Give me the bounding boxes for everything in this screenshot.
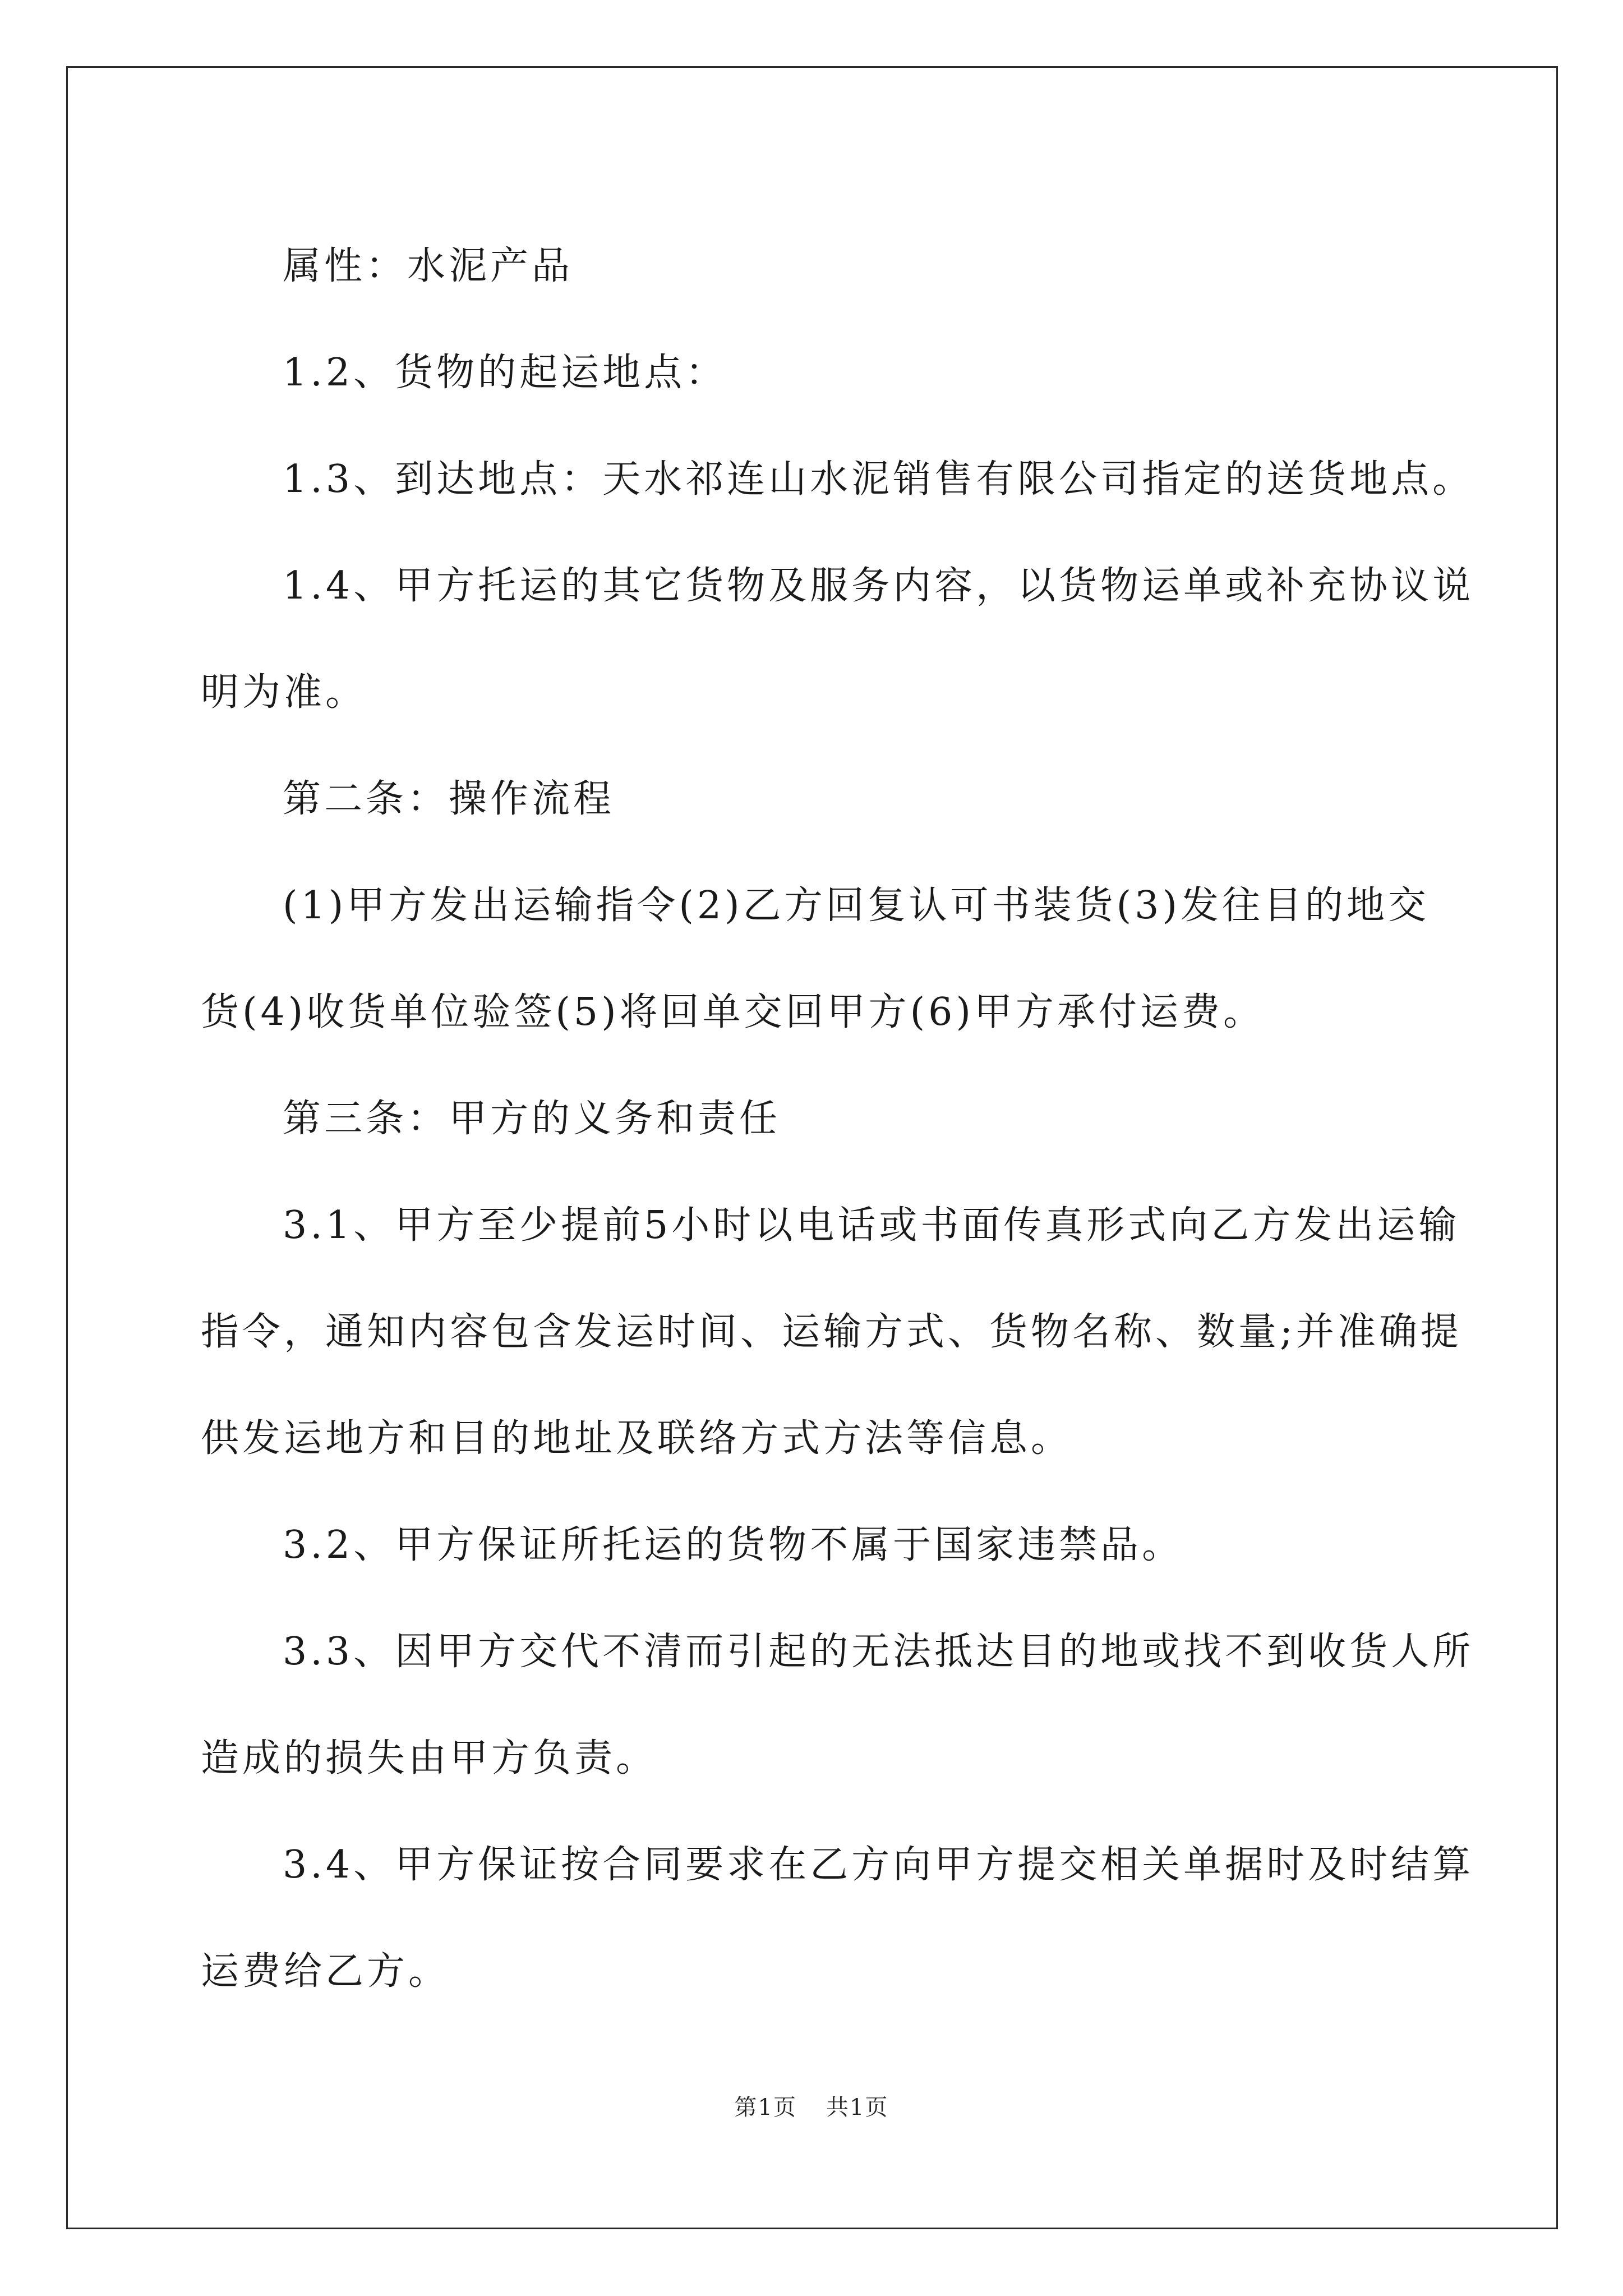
paragraph-1-2 (201, 320, 1423, 426)
page-number-total: 共1页 (826, 2095, 889, 2120)
paragraph-3-4 (201, 1812, 1474, 2025)
text-line: 第二条：操作流程 (283, 777, 615, 821)
text-line: 1.2、货物的起运地点： (283, 351, 727, 395)
text-line: 属性：水泥产品 (283, 244, 574, 288)
text-line: 3.1、甲方至少提前5小时以电话或书面传真形式向乙方发出运输 (283, 1203, 1460, 1248)
paragraph-3-1 (201, 1172, 1462, 1492)
text-line: 货(4)收货单位验签(5)将回单交回甲方(6)甲方承付运费。 (201, 990, 1265, 1034)
paragraph-3-2 (201, 1492, 1423, 1599)
text-line: 1.4、甲方托运的其它货物及服务内容，以货物运单或补充协议说 (283, 564, 1474, 608)
text-line: 造成的损失由甲方负责。 (201, 1736, 658, 1780)
document-body (201, 213, 1474, 2025)
text-line: (1)甲方发出运输指令(2)乙方回复认可书装货(3)发往目的地交 (283, 884, 1430, 928)
text-line: 指令，通知内容包含发运时间、运输方式、货物名称、数量;并准确提 (201, 1310, 1462, 1354)
paragraph-attribute (201, 213, 1423, 320)
paragraph-1-3 (201, 426, 1474, 533)
paragraph-3-3 (201, 1599, 1474, 1812)
page-number-current: 第1页 (734, 2095, 797, 2120)
text-line: 第三条：甲方的义务和责任 (283, 1097, 781, 1141)
text-line: 供发运地方和目的地址及联络方式方法等信息。 (201, 1416, 1073, 1461)
page-footer (0, 2090, 1623, 2122)
text-line: 3.2、甲方保证所托运的货物不属于国家违禁品。 (283, 1523, 1184, 1567)
paragraph-1-4 (201, 533, 1474, 746)
text-line: 明为准。 (201, 670, 367, 715)
text-line: 3.3、因甲方交代不清而引起的无法抵达目的地或找不到收货人所 (283, 1630, 1474, 1674)
paragraph-process (201, 853, 1430, 1066)
heading-article-2 (201, 746, 1423, 853)
text-line: 运费给乙方。 (201, 1949, 450, 1994)
text-line: 3.4、甲方保证按合同要求在乙方向甲方提交相关单据时及时结算 (283, 1843, 1474, 1887)
text-line: 1.3、到达地点：天水祁连山水泥销售有限公司指定的送货地点。 (283, 457, 1474, 501)
heading-article-3 (201, 1066, 1423, 1172)
